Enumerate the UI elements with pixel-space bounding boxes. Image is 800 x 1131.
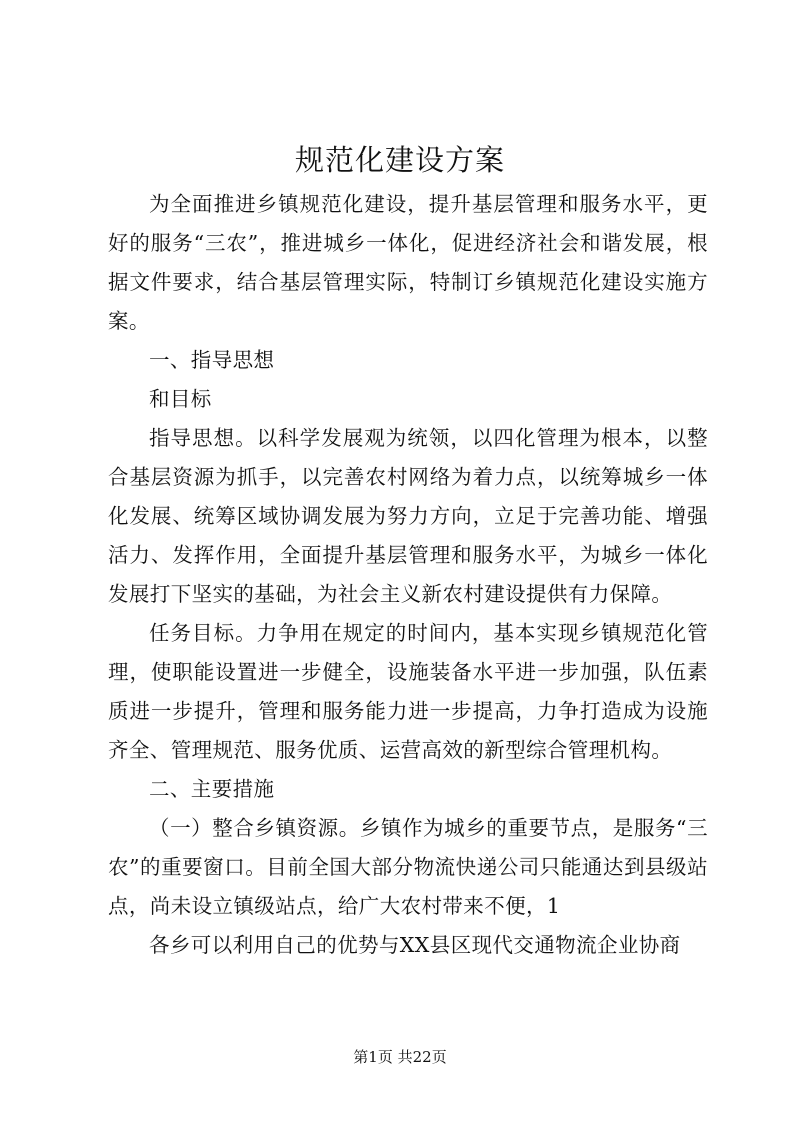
paragraph-guiding-thought: 指导思想。以科学发展观为统领，以四化管理为根本，以整合基层资源为抓手，以完善农村网络为着力点，以统筹城乡一体化发展、统筹区域协调发展为努力方向，立足于完善功能、增强活力、发挥作用，全面提升基层管理和服务水平，为城乡一体化发展打下坚实的基础，为社会主义新农村建设提供有力保障。: [108, 426, 708, 606]
page-footer: 第1页 共22页: [353, 1048, 447, 1066]
document-body: [108, 185, 708, 965]
section-heading-main-measures: 二、主要措施: [149, 777, 275, 801]
document-title: 规范化建设方案: [294, 143, 505, 177]
paragraph-integrate-resources: （一）整合乡镇资源。乡镇作为城乡的重要节点，是服务“三农”的重要窗口。目前全国大部分物流快递公司只能通达到县级站点，尚未设立镇级站点，给广大农村带来不便，1: [108, 816, 708, 918]
section-heading-goals: 和目标: [149, 387, 212, 411]
paragraph-intro: 为全面推进乡镇规范化建设，提升基层管理和服务水平，更好的服务“三农”，推进城乡一体化，促进经济社会和谐发展，根据文件要求，结合基层管理实际，特制订乡镇规范化建设实施方案。: [108, 192, 708, 333]
paragraph-logistics-cooperation: 各乡可以利用自己的优势与XX县区现代交通物流企业协商: [149, 933, 681, 957]
section-heading-guiding-thought: 一、指导思想: [149, 348, 275, 372]
paragraph-task-goals: 任务目标。力争用在规定的时间内，基本实现乡镇规范化管理，使职能设置进一步健全，设施装备水平进一步加强，队伍素质进一步提升，管理和服务能力进一步提高，力争打造成为设施齐全、管理规范、服务优质、运营高效的新型综合管理机构。: [108, 621, 708, 762]
